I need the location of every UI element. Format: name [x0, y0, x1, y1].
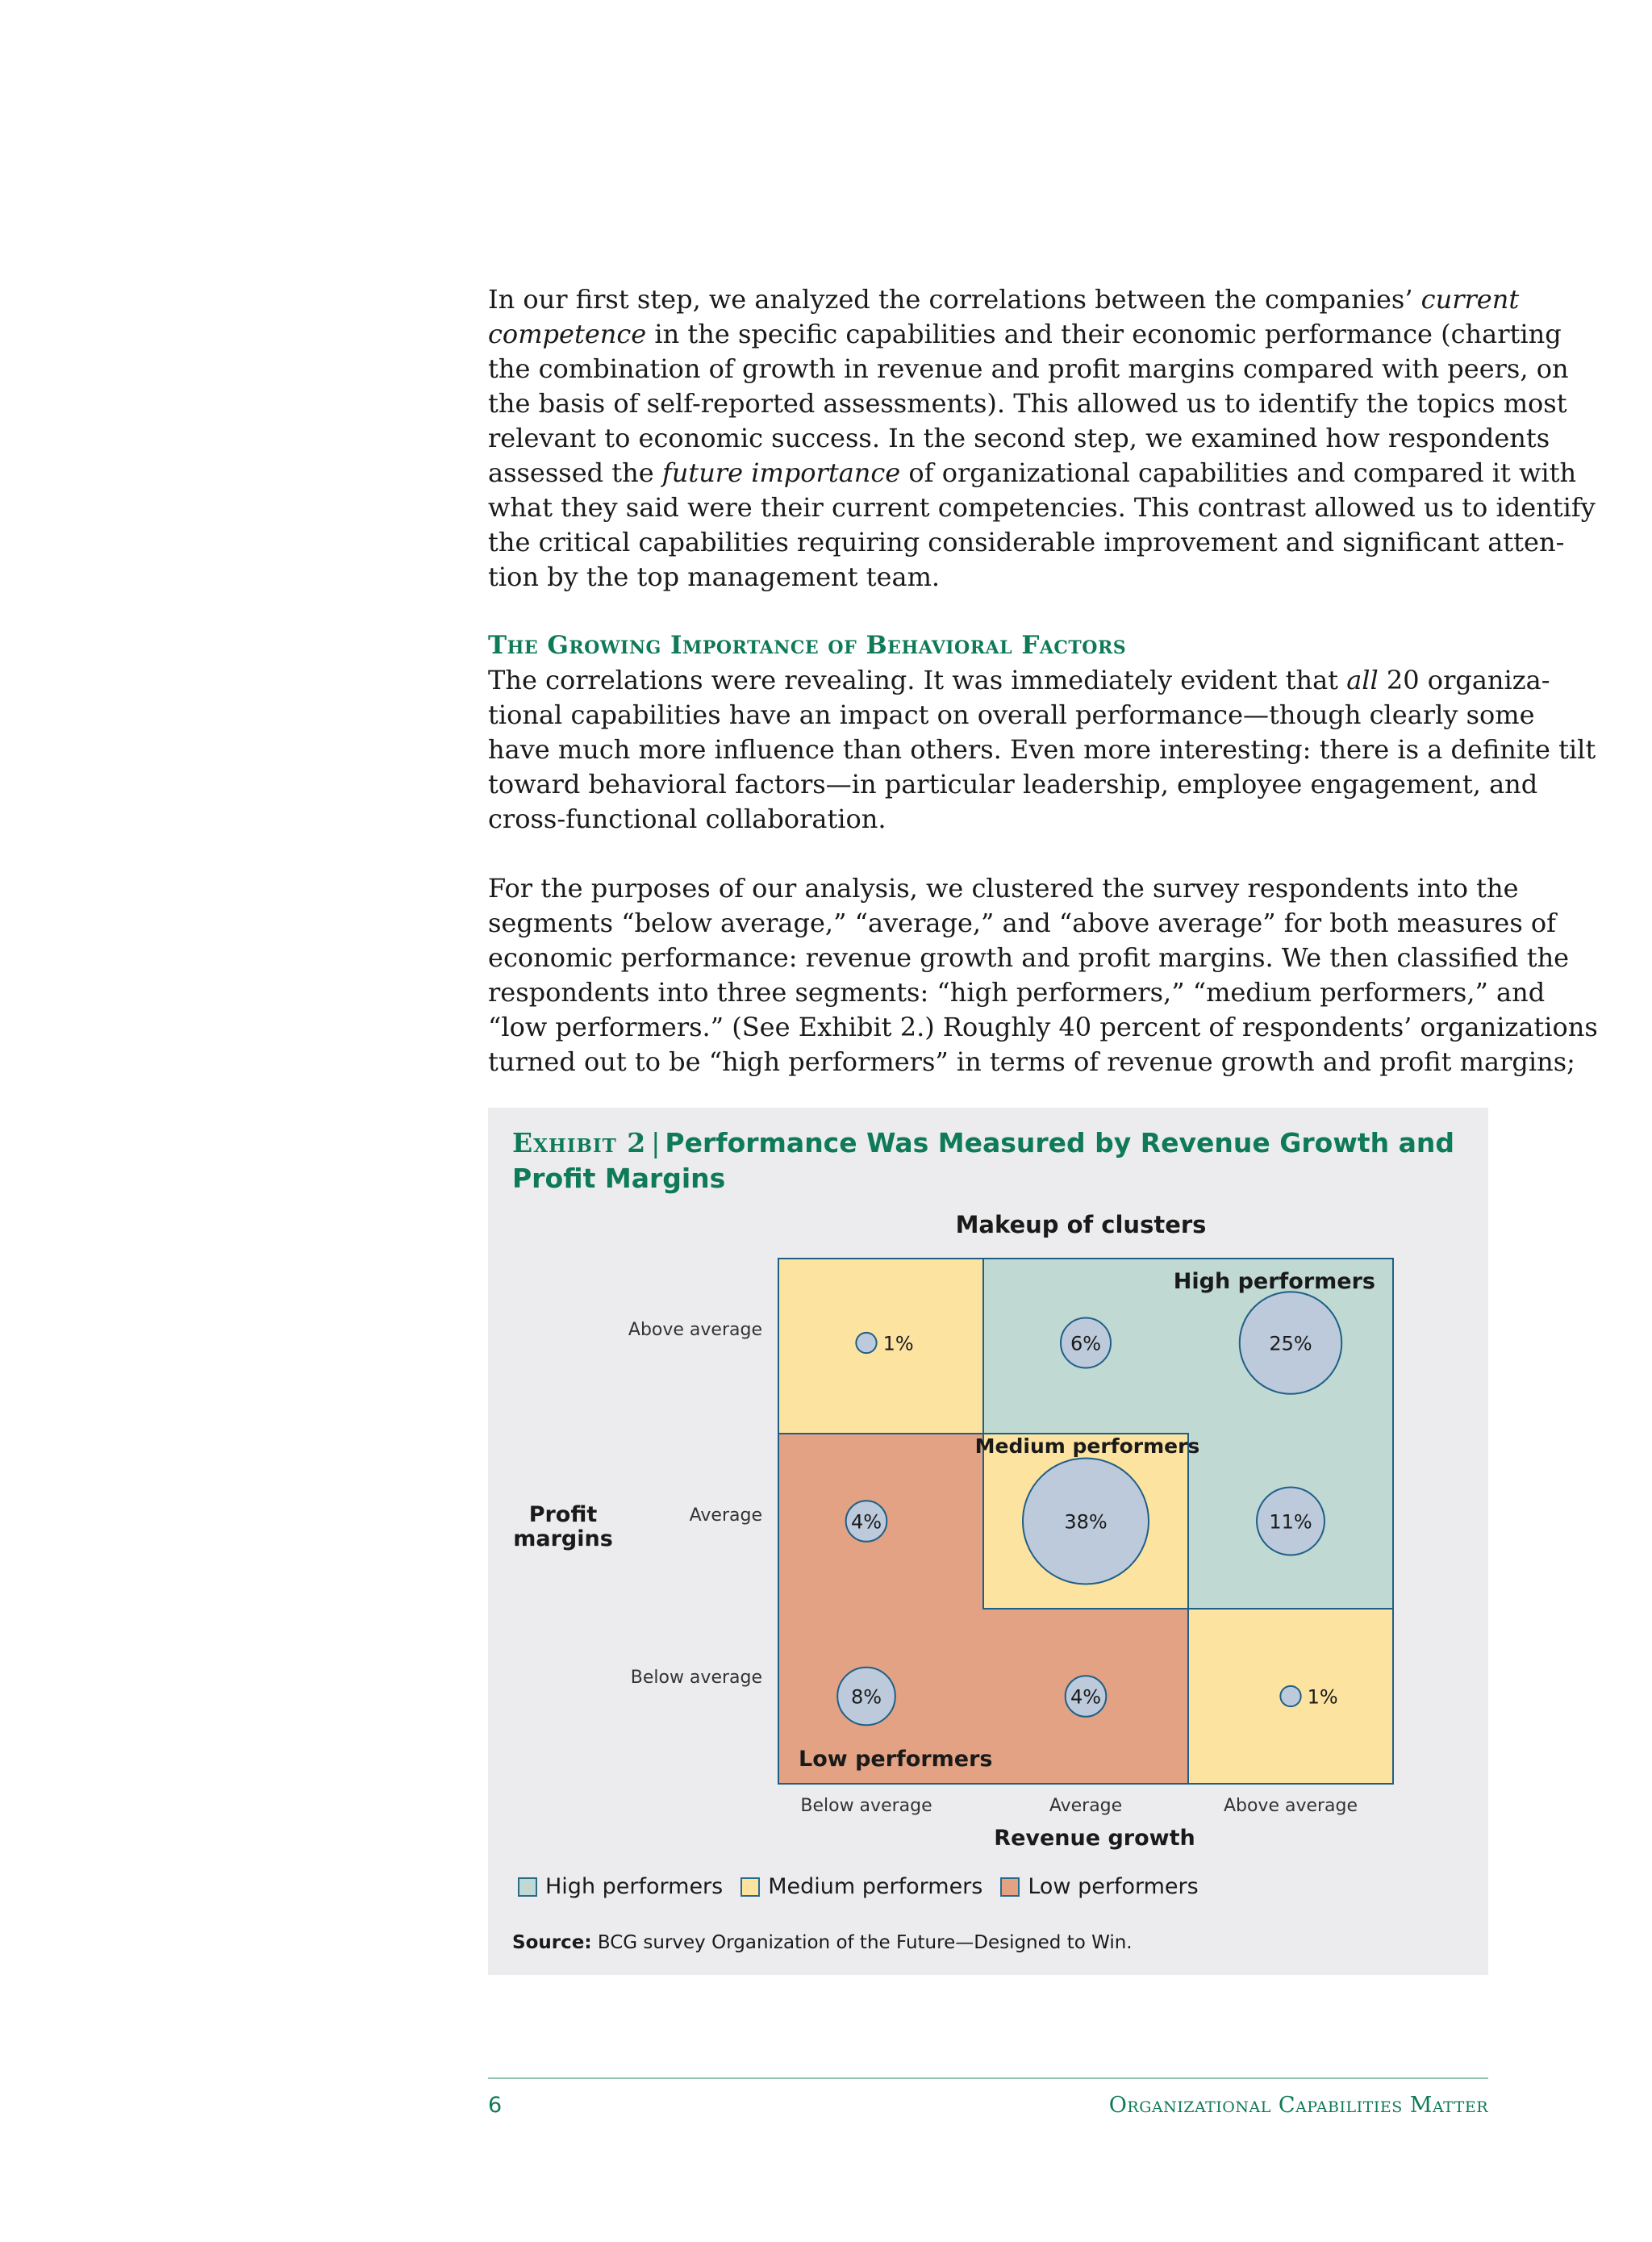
- text-line: the critical capabilities requiring considerable improvement and significant atten-: [488, 527, 1565, 557]
- text-line: the combination of growth in revenue and profit margins compared with peers, on: [488, 353, 1569, 384]
- paragraph-1: [488, 282, 1596, 595]
- text-line: economic performance: revenue growth and profit margins. We then classified the: [488, 942, 1570, 973]
- text-line: toward behavioral factors—in particular leadership, employee engagement, and: [488, 769, 1538, 800]
- text-line: have much more influence than others. Even more interesting: there is a definite tilt: [488, 734, 1596, 765]
- y-tick-0: Above average: [628, 1320, 762, 1340]
- cluster-matrix-chart: [488, 1108, 1488, 1866]
- y-tick-1: Average: [689, 1505, 762, 1526]
- bubble-label-2: 25%: [1269, 1332, 1312, 1355]
- text-line: cross-functional collaboration.: [488, 804, 886, 834]
- text-line: assessed the future importance of organizational capabilities and compared it with: [488, 457, 1577, 488]
- text-line: For the purposes of our analysis, we clustered the survey respondents into the: [488, 873, 1519, 904]
- bubble-8: [1280, 1686, 1300, 1706]
- text-line: tional capabilities have an impact on overall performance—though clearly some: [488, 699, 1535, 730]
- exhibit-title: Exhibit 2 | Performance Was Measured by Revenue Growth and Profit Margins: [512, 1127, 1454, 1194]
- text-line: In our first step, we analyzed the correlations between the companies’ current: [488, 284, 1520, 315]
- legend-item: [518, 1874, 723, 1899]
- legend-label: High performers: [545, 1874, 724, 1899]
- text-line: respondents into three segments: “high performers,” “medium performers,” and: [488, 977, 1546, 1008]
- paragraph-3: [488, 871, 1598, 1079]
- text-line: The correlations were revealing. It was immediately evident that all 20 organiza-: [488, 665, 1550, 695]
- legend-label: Low performers: [1028, 1874, 1199, 1899]
- chart-title: Makeup of clusters: [955, 1211, 1207, 1238]
- region-label-2: Low performers: [799, 1747, 993, 1772]
- legend-swatch: [1000, 1877, 1020, 1897]
- legend-label: Medium performers: [768, 1874, 983, 1899]
- text-line: turned out to be “high performers” in terms of revenue growth and profit margins;: [488, 1046, 1575, 1077]
- legend-swatch: [740, 1877, 760, 1897]
- bubble-label-3: 4%: [850, 1510, 882, 1534]
- text-line: “low performers.” (See Exhibit 2.) Roughly 40 percent of respondents’ organizations: [488, 1012, 1598, 1042]
- x-tick-1: Average: [1049, 1796, 1123, 1816]
- text-line: what they said were their current competencies. This contrast allowed us to identify: [488, 492, 1596, 523]
- page-number: 6: [488, 2093, 503, 2118]
- paragraph-2: [488, 663, 1596, 837]
- bubble-label-1: 6%: [1070, 1332, 1102, 1355]
- source-text: BCG survey Organization of the Future—Designed to Win.: [591, 1932, 1133, 1953]
- region-medium-top-left: [778, 1259, 983, 1434]
- legend-swatch: [518, 1877, 537, 1897]
- section-heading: [488, 628, 1488, 663]
- footer-divider: [488, 2077, 1488, 2079]
- y-axis-label-0: Profit: [528, 1502, 598, 1527]
- x-axis-label: Revenue growth: [994, 1826, 1195, 1851]
- region-label-1: Medium performers: [974, 1434, 1200, 1458]
- section-heading-text: The Growing Importance of Behavioral Factors: [488, 631, 1127, 660]
- x-tick-2: Above average: [1223, 1796, 1358, 1816]
- legend-item: [1000, 1874, 1198, 1899]
- region-label-0: High performers: [1173, 1269, 1375, 1294]
- bubble-label-6: 8%: [850, 1685, 882, 1709]
- bubble-label-4: 38%: [1064, 1510, 1108, 1534]
- text-line: tion by the top management team.: [488, 562, 941, 592]
- exhibit-label: Exhibit 2: [512, 1127, 647, 1159]
- text-line: competence in the specific capabilities and their economic performance (charting: [488, 319, 1562, 349]
- legend: [518, 1874, 1216, 1899]
- bubble-label-5: 11%: [1269, 1510, 1312, 1534]
- bubble-label-8: 1%: [1307, 1685, 1338, 1709]
- bubble-label-7: 4%: [1070, 1685, 1102, 1709]
- legend-item: [740, 1874, 982, 1899]
- text-line: segments “below average,” “average,” and “above average” for both measures of: [488, 908, 1557, 938]
- bubble-0: [856, 1333, 876, 1353]
- exhibit-title-text: Performance Was Measured by Revenue Growth and Profit Margins: [512, 1127, 1454, 1194]
- y-tick-2: Below average: [630, 1668, 762, 1688]
- source-note: [512, 1932, 1133, 1953]
- x-tick-0: Below average: [800, 1796, 932, 1816]
- y-axis-label-1: margins: [513, 1526, 613, 1551]
- footer-title: Organizational Capabilities Matter: [1108, 2093, 1488, 2118]
- exhibit-panel: [488, 1108, 1488, 1975]
- source-label: Source:: [512, 1932, 592, 1953]
- text-line: relevant to economic success. In the second step, we examined how respondents: [488, 423, 1550, 453]
- bubble-label-0: 1%: [882, 1332, 914, 1355]
- text-line: the basis of self-reported assessments). This allowed us to identify the topics most: [488, 388, 1567, 419]
